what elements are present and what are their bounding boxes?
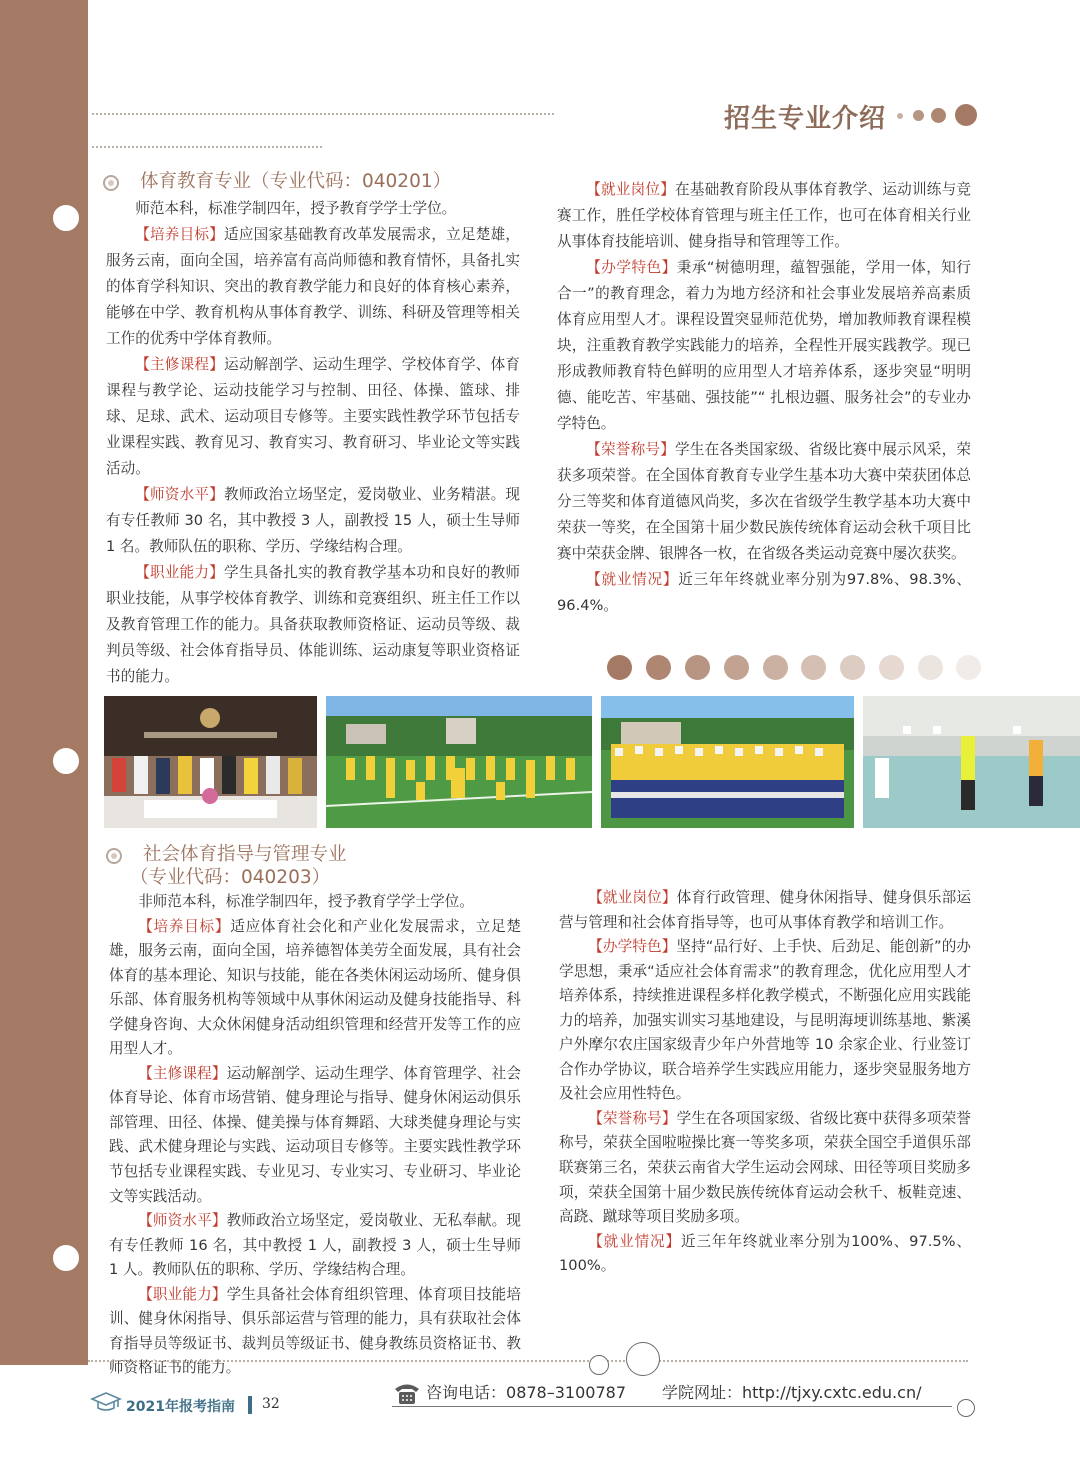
section-bullet-icon-2 [106, 848, 122, 864]
major1-title: 体育教育专业（专业代码：040201） [140, 171, 452, 192]
left-decorative-bar [0, 0, 88, 1365]
major2-employment: 【就业情况】近三年年终就业率分别为100%、97.5%、100%。 [559, 1232, 971, 1275]
major2-honor: 【荣誉称号】学生在各项国家级、省级比赛中获得多项荣誉称号，荣获全国啦啦操比赛一等奖多项，荣获全国空手道俱乐部联赛第三名，荣获云南省大学生运动会网球、田径等项目奖励多项，荣获全国第十届少数民族传统体育运动会秋千、板鞋竞速、高跷、蹴球等项目奖励多项。 [559, 1109, 971, 1226]
major1-feature: 【办学特色】秉承“树德明理，蕴智强能，学用一体，知行合一”的教育理念，着力为地方经济和社会事业发展培养高素质体育应用型人才。课程设置突显师范优势，增加教师教育课程模块，注重教育教学实践能力的培养，全程性开展实践教学。现已形成教师教育特色鲜明的应用型人才培养体系，逐步突显“明明德、能吃苦、牢基础、强技能”“ 扎根边疆、服务社会”的专业办学特色。 [557, 259, 971, 432]
site-label: 学院网址： [662, 1383, 743, 1402]
header-dot-1 [897, 113, 903, 119]
major2-title-line2: （专业代码：040203） [130, 867, 331, 888]
photo-meeting [104, 696, 317, 828]
footer-separator [248, 1396, 252, 1414]
gradient-dot-10 [956, 655, 981, 680]
section-bullet-icon [103, 175, 119, 191]
major1-employment: 【就业情况】近三年年终就业率分别为97.8%、98.3%、96.4%。 [557, 571, 971, 614]
spine-circle-1 [51, 203, 81, 233]
gradient-dot-4 [724, 655, 749, 680]
header-dot-2 [913, 110, 924, 121]
footer-ring-large [626, 1342, 660, 1376]
phone-label: 咨询电话： [426, 1383, 507, 1402]
major1-goal: 【培养目标】适应国家基础教育改革发展需求，立足楚雄，服务云南，面向全国，培养富有高尚师德和教育情怀，具备扎实的体育学科知识、突出的教育教学能力和良好的体育核心素养，能够在中学、教育机构从事体育教学、训练、科研及管理等相关工作的优秀中学体育教师。 [106, 226, 520, 347]
photo-archery-range [863, 696, 1080, 828]
footer-ring-small [589, 1355, 609, 1375]
major2-feature: 【办学特色】坚持“品行好、上手快、后劲足、能创新”的办学思想，秉承“适应社会体育需求”的教育理念，优化应用型人才培养体系，持续推进课程多样化教学模式，不断强化应用实践能力的培养，加强实训实习基地建设，与昆明海埂训练基地、紫溪户外摩尔农庄国家级青少年户外营地等 10 余家企业、行业签订合作办学协议，联合培养学生实践应用能力，逐步突显服务地方及社会应用性特色。 [559, 938, 971, 1103]
footer-dotted-line [88, 1360, 968, 1362]
phone-number: 0878–3100787 [506, 1383, 626, 1402]
major1-job: 【就业岗位】在基础教育阶段从事体育教学、运动训练与竞赛工作，胜任学校体育管理与班主任工作，也可在体育相关行业从事体育技能培训、健身指导和管理等工作。 [557, 181, 971, 250]
telephone-icon [392, 1380, 422, 1406]
major2-left-column [109, 890, 521, 1381]
graduation-cap-icon [90, 1390, 122, 1414]
site-url[interactable]: http://tjxy.cxtc.edu.cn/ [742, 1383, 922, 1402]
major1-intro: 师范本科，标准学制四年，授予教育学学士学位。 [135, 200, 457, 217]
header-dot-3 [931, 108, 946, 123]
footer-guide-title: 2021年报考指南 [126, 1399, 235, 1415]
page-header-title: 招生专业介绍 [724, 104, 887, 134]
major2-right-column [559, 886, 971, 1279]
page-number: 32 [262, 1396, 280, 1412]
major2-title-line1: 社会体育指导与管理专业 [143, 844, 347, 865]
major1-course: 【主修课程】运动解剖学、运动生理学、学校体育学、体育课程与教学论、运动技能学习与控制、田径、体操、篮球、排球、足球、武术、运动项目专修等。主要实践性教学环节包括专业课程实践、教育见习、教育实习、教育研习、毕业论文等实践活动。 [106, 356, 520, 477]
major2-faculty: 【师资水平】教师政治立场坚定，爱岗敬业、无私奉献。现有专任教师 16 名，其中教授 1 人，副教授 3 人，硕士生导师 1 人。教师队伍的职称、学历、学缘结构合理。 [109, 1212, 521, 1279]
major1-left-column [106, 196, 520, 690]
major2-goal: 【培养目标】适应体育社会化和产业化发展需求，立足楚雄，服务云南，面向全国，培养德智体美劳全面发展，具有社会体育的基本理论、知识与技能，能在各类休闲运动场所、健身俱乐部、体育服务机构等领域中从事休闲运动及健身技能指导、科学健身咨询、大众休闲健身活动组织管理和经营开发等工作的应用型人才。 [109, 917, 521, 1058]
top-dotted-line-2 [92, 146, 322, 148]
spine-circle-3 [51, 1243, 81, 1273]
gradient-dot-7 [840, 655, 865, 680]
top-dotted-line-1 [92, 113, 554, 115]
gradient-dot-6 [801, 655, 826, 680]
spine-circle-2 [51, 746, 81, 776]
photo-team-group [601, 696, 854, 828]
major1-honor: 【荣誉称号】学生在各类国家级、省级比赛中展示风采，荣获多项荣誉。在全国体育教育专业学生基本功大赛中荣获团体总分三等奖和体育道德风尚奖，多次在省级学生教学基本功大赛中荣获一等奖，在全国第十届少数民族传统体育运动会秋千项目比赛中荣获金牌、银牌各一枚，在省级各类运动竞赛中屡次获奖。 [557, 441, 971, 562]
major1-ability: 【职业能力】学生具备扎实的教育教学基本功和良好的教师职业技能，从事学校体育教学、训练和竞赛组织、班主任工作以及教育管理工作的能力。具备获取教师资格证、运动员等级、裁判员等级、社会体育指导员、体能训练、运动康复等职业资格证书的能力。 [106, 564, 520, 685]
gradient-dot-3 [685, 655, 710, 680]
gradient-dot-1 [607, 655, 632, 680]
major2-ability: 【职业能力】学生具备社会体育组织管理、体育项目技能培训、健身休闲指导、俱乐部运营与管理的能力，具有获取社会体育指导员等级证书、裁判员等级证书、健身教练员资格证书、教师资格证书的能力。 [109, 1285, 521, 1377]
major2-job: 【就业岗位】体育行政管理、健身休闲指导、健身俱乐部运营与管理和社会体育指导等，也可从事体育教学和培训工作。 [559, 889, 971, 931]
major1-right-column [557, 177, 971, 619]
major2-course: 【主修课程】运动解剖学、运动生理学、体育管理学、社会体育导论、体育市场营销、健身理论与指导、健身休闲运动俱乐部管理、田径、体操、健美操与体育舞蹈、大球类健身理论与实践、武术健身理论与实践、运动项目专修等。主要实践性教学环节包括专业课程实践、专业见习、专业实习、专业研习、毕业论文等实践活动。 [109, 1064, 521, 1205]
gradient-dot-5 [763, 655, 788, 680]
gradient-dot-9 [918, 655, 943, 680]
footer-ring-right [957, 1399, 975, 1417]
header-dot-4 [955, 104, 977, 126]
gradient-dot-8 [879, 655, 904, 680]
gradient-dot-2 [646, 655, 671, 680]
major1-faculty: 【师资水平】教师政治立场坚定，爱岗敬业、业务精湛。现有专任教师 30 名，其中教授 3 人，副教授 15 人，硕士生导师 1 名。教师队伍的职称、学历、学缘结构合理。 [106, 486, 520, 555]
footer-contact [426, 1380, 921, 1403]
footer-underline [392, 1406, 952, 1407]
major2-intro: 非师范本科，标准学制四年，授予教育学学士学位。 [138, 893, 474, 910]
photo-dance-field [326, 696, 592, 828]
